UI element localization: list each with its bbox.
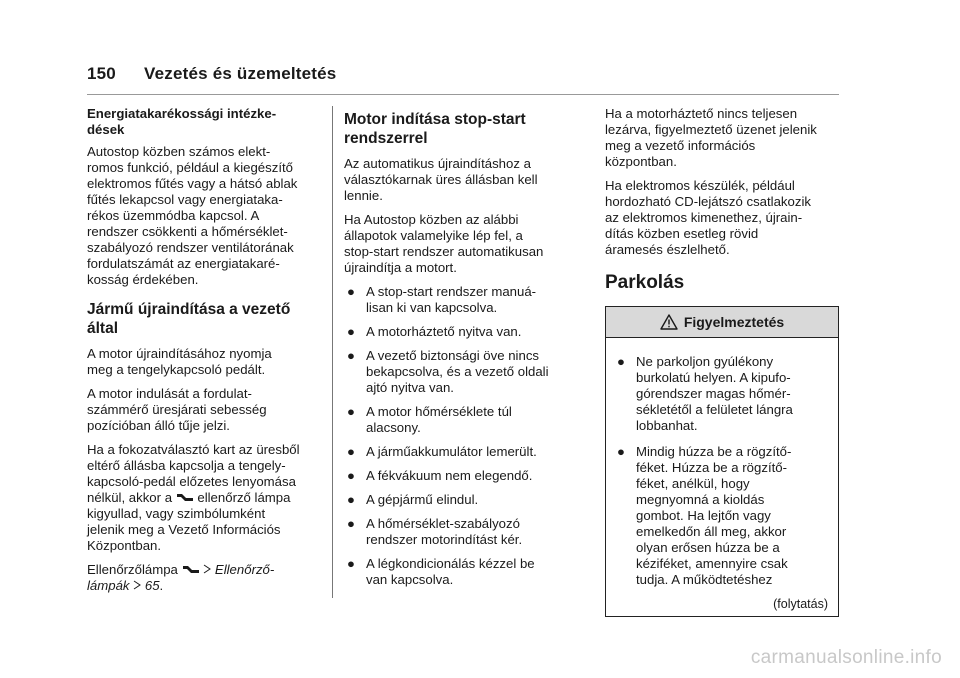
list-item	[344, 444, 572, 460]
continued-label: (folytatás)	[773, 597, 828, 611]
bullet: ●	[347, 492, 355, 507]
restart-paragraph-1: A motor újraindításához nyomja meg a tengelykapcsoló pedált.	[87, 346, 272, 377]
bullet: ●	[347, 444, 355, 459]
list-item	[344, 468, 572, 484]
bullet: ●	[347, 468, 355, 483]
warning-header	[606, 307, 838, 338]
watermark: carmanualsonline.info	[750, 647, 942, 668]
header-divider	[87, 94, 839, 95]
chapter-title: Vezetés és üzemeltetés	[144, 64, 337, 83]
bullet: ●	[347, 348, 355, 363]
column-3	[605, 106, 839, 617]
hood-paragraph: Ha a motorháztető nincs teljesen lezárva, figyelmeztető üzenet jelenik meg a vezető információs központban.	[605, 106, 817, 169]
page-number: 150	[87, 64, 116, 83]
warning-title: Figyelmeztetés	[683, 314, 785, 330]
bullet: ●	[617, 354, 625, 369]
warning-body	[606, 338, 838, 616]
list-item-text: A légkondicionálás kézzel be van kapcsolva.	[366, 556, 535, 587]
restart-paragraph-3	[87, 442, 315, 554]
indicator-reference	[87, 562, 315, 594]
list-item	[344, 492, 572, 508]
bullet: ●	[617, 444, 625, 459]
restart-paragraph-2: A motor indulását a fordulat- számmérő üresjárati sebesség pozícióban álló tűje jelzi.	[87, 386, 267, 433]
stop-start-heading: Motor indítása stop-start rendszerrel	[344, 111, 526, 147]
device-paragraph: Ha elektromos készülék, például hordozható CD-lejátszó csatlakozik az elektromos kimenethez, újrain- dítás közben esetleg rövid áramesés észlelhető.	[605, 178, 811, 257]
list-item	[344, 516, 572, 548]
bullet: ●	[347, 404, 355, 419]
ref-link-text[interactable]: Ellenőrző- lámpák	[87, 562, 275, 593]
list-item	[344, 404, 572, 436]
ref-end: .	[159, 578, 164, 593]
list-item-text: A hőmérséklet-szabályozó rendszer motorindítást kér.	[366, 516, 523, 547]
driver-restart-heading: Jármű újraindítása a vezető által	[87, 301, 291, 337]
ref-page-number[interactable]: 65	[144, 578, 160, 593]
list-item-text: A járműakkumulátor lemerült.	[366, 444, 537, 459]
list-item-text: A fékvákuum nem elegendő.	[366, 468, 533, 483]
warning-box	[605, 306, 839, 617]
list-item-text: A motor hőmérséklete túl alacsony.	[366, 404, 512, 435]
page-header	[87, 64, 336, 84]
bullet: ●	[347, 284, 355, 299]
energy-saving-paragraph: Autostop közben számos elekt- romos funkció, például a kiegészítő elektromos fűtés vagy a hátsó ablak fűtés lekapcsol vagy energiataka- rékos üzemmódba kapcsol. A rendszer csökkenti a hőmérséklet- szabályozó rendszer ventilátorának fordulatszámát az energiatakaré- kosság érdekében.	[87, 144, 298, 287]
list-item	[614, 354, 828, 434]
warning-triangle-icon	[660, 314, 678, 330]
column-2	[344, 106, 572, 596]
page-ref-arrow-icon	[203, 564, 211, 574]
list-item	[344, 324, 572, 340]
autostop-indicator-icon	[182, 563, 200, 575]
list-item-text: A motorháztető nyitva van.	[366, 324, 522, 339]
list-item-text: A vezető biztonsági öve nincs bekapcsolva, és a vezető oldali ajtó nyitva van.	[366, 348, 549, 395]
list-item-text: Mindig húzza be a rögzítő- féket. Húzza be a rögzítő- féket, anélkül, hogy megnyomná a kioldás gombot. Ha lejtőn vagy emelkedőn áll meg, akkor olyan erősen húzza be a kéziféket, amennyire csak tudja. A működtetéshez	[636, 444, 792, 587]
warning-list	[614, 354, 828, 588]
column-1	[87, 106, 315, 602]
list-item	[344, 348, 572, 396]
stop-start-paragraph-1: Az automatikus újraindításhoz a választókarnak üres állásban kell lennie.	[344, 156, 538, 203]
list-item-text: A gépjármű elindul.	[366, 492, 479, 507]
bullet: ●	[347, 516, 355, 531]
bullet: ●	[347, 324, 355, 339]
list-item	[344, 556, 572, 588]
stop-start-paragraph-2: Ha Autostop közben az alábbi állapotok valamelyike lép fel, a stop-start rendszer automatikusan újraindítja a motort.	[344, 212, 544, 275]
bullet: ●	[347, 556, 355, 571]
ref-text-a: Ellenőrzőlámpa	[87, 562, 182, 577]
list-item-text: Ne parkoljon gyúlékony burkolatú helyen. A kipufo- górendszer magas hőmér- sékletétől a felületet lángra lobbanhat.	[636, 354, 793, 433]
restart-text-b: ellenőrző lámpa kigyullad, vagy szimbólumként jelenik meg a Vezető Információs Központban.	[87, 490, 291, 553]
parking-section-title: Parkolás	[605, 272, 685, 293]
list-item	[344, 284, 572, 316]
list-item-text: A stop-start rendszer manuá- lisan ki van kapcsolva.	[366, 284, 537, 315]
page-ref-arrow-icon	[133, 580, 141, 590]
column-divider	[332, 106, 333, 598]
autostop-indicator-icon	[176, 491, 194, 503]
restart-conditions-list	[344, 284, 572, 588]
energy-saving-heading: Energiatakarékossági intézke- dések	[87, 106, 277, 137]
restart-text-a: Ha a fokozatválasztó kart az üresből eltérő állásba kapcsolja a tengely- kapcsoló-pedál előzetes lenyomása nélkül, akkor a	[87, 442, 300, 505]
list-item	[614, 444, 828, 588]
